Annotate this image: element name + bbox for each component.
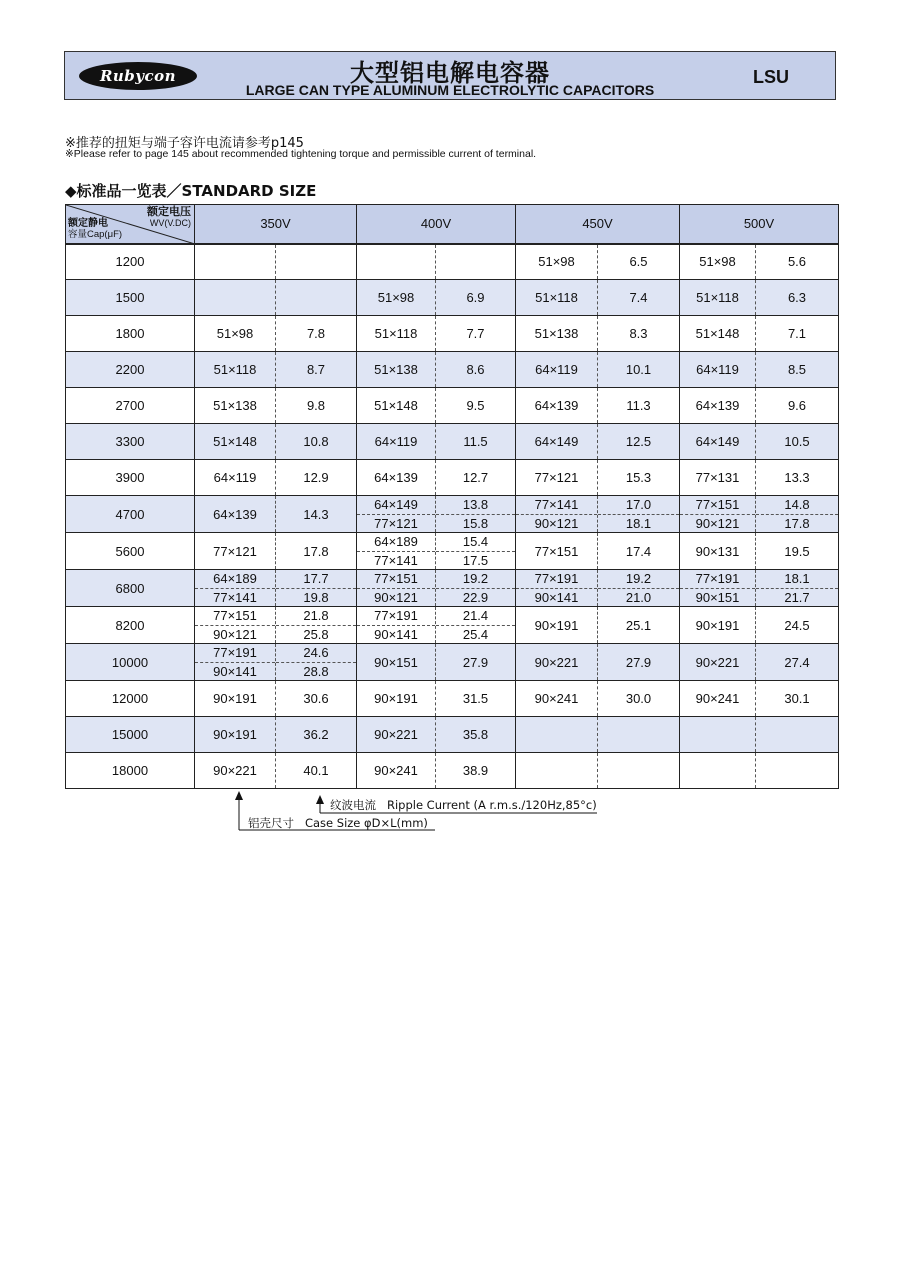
- ripple-current-cell: 7.8: [276, 316, 357, 352]
- ripple-current-value: 18.1: [625, 515, 652, 531]
- case-size-value: 77×151: [680, 496, 755, 515]
- case-size-cell: 51×148: [357, 388, 436, 424]
- case-size-cell: 90×191: [195, 681, 276, 717]
- case-size-cell: 51×98: [516, 244, 598, 280]
- ripple-current-cell: 12.9: [276, 460, 357, 496]
- ripple-current-cell: 8.7: [276, 352, 357, 388]
- ripple-current-cell: [436, 244, 516, 280]
- ripple-current-cell: 19.5: [756, 533, 839, 570]
- table-row: [66, 424, 839, 460]
- ripple-current-cell: 8.6: [436, 352, 516, 388]
- ripple-current-value: 21.4: [436, 607, 515, 626]
- case-size-cell: 51×98: [680, 244, 756, 280]
- header-banner: [64, 51, 836, 100]
- case-size-value: 77×141: [516, 496, 597, 515]
- case-size-cell: [195, 244, 276, 280]
- case-size-value: 77×141: [213, 589, 257, 605]
- ripple-current-cell: 13.3: [756, 460, 839, 496]
- ripple-current-cell: 17.8: [276, 533, 357, 570]
- table-corner-header: [66, 205, 195, 244]
- ripple-current-value: 18.1: [756, 570, 838, 589]
- ripple-current-cell: 7.7: [436, 316, 516, 352]
- ripple-current-cell: 6.3: [756, 280, 839, 316]
- capacitance-cell: 1500: [66, 280, 195, 316]
- table-row: [66, 280, 839, 316]
- case-size-value: 77×151: [195, 607, 275, 626]
- case-size-cell: [516, 496, 598, 533]
- capacitance-cell: 15000: [66, 717, 195, 753]
- case-size-cell: 51×118: [195, 352, 276, 388]
- case-size-cell: 51×98: [195, 316, 276, 352]
- ripple-current-cell: 27.9: [598, 644, 680, 681]
- table-row: [66, 244, 839, 280]
- ripple-current-cell: 6.5: [598, 244, 680, 280]
- ripple-current-cell: [756, 753, 839, 789]
- case-size-cell: [357, 570, 436, 607]
- capacitance-cell: 4700: [66, 496, 195, 533]
- case-size-value: 90×151: [695, 589, 740, 605]
- case-size-cell: 90×241: [357, 753, 436, 789]
- case-size-cell: 51×138: [516, 316, 598, 352]
- capacitance-cell: 6800: [66, 570, 195, 607]
- capacitance-cell: 3300: [66, 424, 195, 460]
- ripple-current-cell: 30.1: [756, 681, 839, 717]
- ripple-current-cell: [276, 570, 357, 607]
- series-code: LSU: [753, 67, 789, 87]
- ripple-current-value: 19.2: [436, 570, 515, 589]
- ripple-current-value: 19.8: [303, 589, 329, 605]
- ripple-current-cell: [276, 607, 357, 644]
- case-size-cell: 64×139: [357, 460, 436, 496]
- case-size-value: 90×121: [695, 515, 740, 531]
- ripple-current-value: 25.4: [462, 626, 489, 642]
- case-size-cell: 64×119: [357, 424, 436, 460]
- case-size-cell: 51×148: [680, 316, 756, 352]
- note-english: ※Please refer to page 145 about recommended tightening torque and permissible current of terminal.: [65, 148, 537, 160]
- ripple-current-value: 21.8: [276, 607, 356, 626]
- ripple-current-cell: 9.6: [756, 388, 839, 424]
- ripple-current-value: 21.0: [625, 589, 652, 605]
- ripple-current-cell: 12.7: [436, 460, 516, 496]
- ripple-current-value: 25.8: [303, 626, 329, 642]
- case-size-cell: [516, 570, 598, 607]
- ripple-current-value: 17.5: [462, 552, 489, 568]
- case-size-cell: [680, 753, 756, 789]
- ripple-current-cell: [598, 717, 680, 753]
- voltage-header-350: 350V: [195, 205, 357, 244]
- ripple-current-cell: [436, 533, 516, 570]
- ripple-current-cell: [276, 644, 357, 681]
- case-size-cell: 77×121: [195, 533, 276, 570]
- case-size-cell: 90×241: [516, 681, 598, 717]
- ripple-current-value: 14.8: [756, 496, 838, 515]
- ripple-current-cell: 31.5: [436, 681, 516, 717]
- ripple-current-value: 15.8: [462, 515, 489, 531]
- ripple-current-cell: [756, 570, 839, 607]
- note-chinese: ※推荐的扭矩与端子容许电流请参考p145: [65, 136, 304, 151]
- case-size-cell: [680, 717, 756, 753]
- ripple-current-cell: 11.5: [436, 424, 516, 460]
- ripple-current-cell: 6.9: [436, 280, 516, 316]
- voltage-axis-label: 额定电压 WV(V.DC): [147, 206, 191, 228]
- case-size-cell: 64×139: [516, 388, 598, 424]
- ripple-current-value: 17.7: [276, 570, 356, 589]
- case-size-value: 77×191: [357, 607, 435, 626]
- ripple-current-value: 24.6: [276, 644, 356, 663]
- table-row: [66, 607, 839, 644]
- voltage-header-500: 500V: [680, 205, 839, 244]
- case-size-value: 64×189: [195, 570, 275, 589]
- case-size-cell: [357, 496, 436, 533]
- ripple-current-cell: 27.4: [756, 644, 839, 681]
- rubycon-logo: Rubycon: [79, 62, 197, 90]
- case-size-cell: 51×118: [516, 280, 598, 316]
- case-size-value: 77×121: [374, 515, 418, 531]
- ripple-current-cell: 14.3: [276, 496, 357, 533]
- table-row: [66, 753, 839, 789]
- section-title: ◆标准品一览表／STANDARD SIZE: [65, 182, 317, 200]
- ripple-current-cell: 10.1: [598, 352, 680, 388]
- case-size-cell: 90×151: [357, 644, 436, 681]
- case-size-cell: [516, 753, 598, 789]
- case-size-value: 90×121: [534, 515, 579, 531]
- case-size-value: 90×141: [213, 663, 257, 679]
- ripple-current-cell: 35.8: [436, 717, 516, 753]
- capacitance-cell: 5600: [66, 533, 195, 570]
- ripple-current-cell: 30.0: [598, 681, 680, 717]
- ripple-current-cell: 40.1: [276, 753, 357, 789]
- case-size-cell: 51×118: [357, 316, 436, 352]
- case-size-cell: [357, 607, 436, 644]
- ripple-current-value: 22.9: [462, 589, 489, 605]
- table-row: [66, 717, 839, 753]
- ripple-current-cell: [436, 570, 516, 607]
- case-size-cell: 90×221: [516, 644, 598, 681]
- capacitance-cell: 1800: [66, 316, 195, 352]
- ripple-current-value: 13.8: [436, 496, 515, 515]
- case-size-cell: 90×191: [195, 717, 276, 753]
- table-row: [66, 388, 839, 424]
- ripple-current-cell: 12.5: [598, 424, 680, 460]
- ripple-current-cell: 24.5: [756, 607, 839, 644]
- capacitance-cell: 3900: [66, 460, 195, 496]
- case-size-cell: 64×119: [516, 352, 598, 388]
- ripple-current-value: 17.8: [784, 515, 810, 531]
- ripple-current-cell: [276, 280, 357, 316]
- case-size-value: 77×191: [680, 570, 755, 589]
- ripple-current-cell: 10.8: [276, 424, 357, 460]
- case-size-cell: [195, 644, 276, 681]
- ripple-current-cell: 9.8: [276, 388, 357, 424]
- capacitance-cell: 2700: [66, 388, 195, 424]
- ripple-current-value: 21.7: [784, 589, 810, 605]
- ripple-current-cell: [756, 717, 839, 753]
- case-size-cell: 90×191: [680, 607, 756, 644]
- voltage-header-400: 400V: [357, 205, 516, 244]
- case-size-cell: 64×139: [680, 388, 756, 424]
- legend-case-size: 铝壳尺寸 Case Size φD×L(mm): [248, 816, 428, 830]
- ripple-current-cell: [436, 607, 516, 644]
- table-row: [66, 352, 839, 388]
- case-size-cell: 51×98: [357, 280, 436, 316]
- case-size-value: 77×151: [357, 570, 435, 589]
- capacitance-cell: 10000: [66, 644, 195, 681]
- standard-size-table: [65, 204, 839, 789]
- case-size-cell: 64×149: [680, 424, 756, 460]
- case-size-value: 77×191: [195, 644, 275, 663]
- case-size-value: 77×191: [516, 570, 597, 589]
- table-row: [66, 533, 839, 570]
- case-size-cell: [680, 570, 756, 607]
- case-size-cell: 77×151: [516, 533, 598, 570]
- case-size-cell: 90×221: [680, 644, 756, 681]
- capacitance-axis-label: 额定静电 容量Cap(μF): [68, 218, 123, 240]
- case-size-value: 90×121: [374, 589, 418, 605]
- capacitance-cell: 18000: [66, 753, 195, 789]
- case-size-cell: 64×149: [516, 424, 598, 460]
- ripple-current-cell: [598, 496, 680, 533]
- voltage-header-450: 450V: [516, 205, 680, 244]
- case-size-cell: [357, 244, 436, 280]
- ripple-current-cell: 36.2: [276, 717, 357, 753]
- ripple-current-cell: 8.5: [756, 352, 839, 388]
- case-size-cell: 64×119: [680, 352, 756, 388]
- case-size-value: 64×189: [357, 533, 435, 552]
- case-size-cell: 90×221: [357, 717, 436, 753]
- table-row: [66, 496, 839, 533]
- table-row: [66, 460, 839, 496]
- ripple-current-value: 17.0: [598, 496, 679, 515]
- ripple-current-cell: 38.9: [436, 753, 516, 789]
- case-size-cell: 64×119: [195, 460, 276, 496]
- case-size-cell: 51×148: [195, 424, 276, 460]
- ripple-current-cell: 27.9: [436, 644, 516, 681]
- case-size-cell: 77×121: [516, 460, 598, 496]
- ripple-current-cell: 10.5: [756, 424, 839, 460]
- ripple-current-cell: 25.1: [598, 607, 680, 644]
- ripple-current-cell: 7.1: [756, 316, 839, 352]
- legend-ripple-current: 纹波电流 Ripple Current (A r.m.s./120Hz,85°c): [330, 798, 597, 812]
- capacitance-cell: 8200: [66, 607, 195, 644]
- ripple-current-cell: 5.6: [756, 244, 839, 280]
- case-size-cell: [357, 533, 436, 570]
- ripple-current-value: 19.2: [598, 570, 679, 589]
- ripple-current-value: 15.4: [436, 533, 515, 552]
- case-size-cell: 51×138: [195, 388, 276, 424]
- case-size-cell: [195, 607, 276, 644]
- case-size-value: 77×141: [374, 552, 418, 568]
- ripple-current-cell: [276, 244, 357, 280]
- ripple-current-cell: [756, 496, 839, 533]
- case-size-value: 90×121: [213, 626, 257, 642]
- case-size-cell: [516, 717, 598, 753]
- case-size-cell: 77×131: [680, 460, 756, 496]
- ripple-current-cell: [436, 496, 516, 533]
- ripple-current-cell: 15.3: [598, 460, 680, 496]
- ripple-current-cell: 17.4: [598, 533, 680, 570]
- ripple-current-value: 28.8: [303, 663, 329, 679]
- case-size-cell: 90×221: [195, 753, 276, 789]
- table-row: [66, 644, 839, 681]
- table-row: [66, 316, 839, 352]
- case-size-value: 90×141: [534, 589, 579, 605]
- case-size-cell: [195, 280, 276, 316]
- title-english: LARGE CAN TYPE ALUMINUM ELECTROLYTIC CAPACITORS: [245, 82, 655, 98]
- case-size-cell: 90×191: [357, 681, 436, 717]
- case-size-cell: 90×191: [516, 607, 598, 644]
- case-size-value: 64×149: [357, 496, 435, 515]
- capacitance-cell: 1200: [66, 244, 195, 280]
- ripple-current-cell: [598, 753, 680, 789]
- case-size-cell: 90×241: [680, 681, 756, 717]
- ripple-current-cell: 30.6: [276, 681, 357, 717]
- title-chinese: 大型铝电解电容器: [350, 59, 550, 87]
- case-size-cell: 64×139: [195, 496, 276, 533]
- ripple-current-cell: 7.4: [598, 280, 680, 316]
- case-size-value: 90×141: [374, 626, 418, 642]
- capacitance-cell: 2200: [66, 352, 195, 388]
- case-size-cell: 90×131: [680, 533, 756, 570]
- case-size-cell: 51×118: [680, 280, 756, 316]
- case-size-cell: [680, 496, 756, 533]
- ripple-current-cell: 8.3: [598, 316, 680, 352]
- case-size-cell: [195, 570, 276, 607]
- case-size-cell: 51×138: [357, 352, 436, 388]
- table-row: [66, 681, 839, 717]
- ripple-current-cell: [598, 570, 680, 607]
- ripple-current-cell: 9.5: [436, 388, 516, 424]
- table-row: [66, 570, 839, 607]
- ripple-current-cell: 11.3: [598, 388, 680, 424]
- capacitance-cell: 12000: [66, 681, 195, 717]
